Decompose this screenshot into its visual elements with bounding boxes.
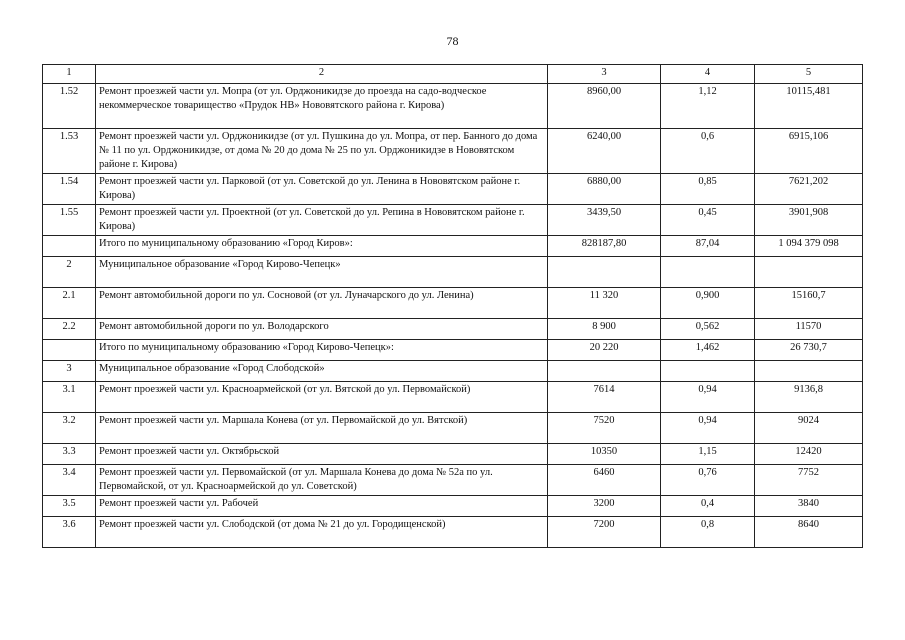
total-cell: 7621,202 bbox=[755, 174, 863, 205]
length-cell: 87,04 bbox=[661, 236, 755, 257]
length-cell: 0,94 bbox=[661, 382, 755, 413]
document-table bbox=[42, 64, 863, 548]
row-number-cell bbox=[43, 236, 96, 257]
cost-cell: 6460 bbox=[548, 465, 661, 496]
table-row bbox=[43, 84, 863, 129]
total-cell bbox=[755, 257, 863, 288]
total-cell: 1 094 379 098 bbox=[755, 236, 863, 257]
table-header-row bbox=[43, 65, 863, 84]
row-number-cell: 1.55 bbox=[43, 205, 96, 236]
row-number-cell: 3.6 bbox=[43, 517, 96, 548]
column-header-3: 3 bbox=[548, 65, 661, 84]
cost-cell: 10350 bbox=[548, 444, 661, 465]
description-cell: Ремонт автомобильной дороги по ул. Володарского bbox=[96, 319, 548, 340]
row-number-cell: 3.3 bbox=[43, 444, 96, 465]
length-cell: 0,85 bbox=[661, 174, 755, 205]
total-cell: 10115,481 bbox=[755, 84, 863, 129]
cost-cell: 6880,00 bbox=[548, 174, 661, 205]
row-number-cell: 2.1 bbox=[43, 288, 96, 319]
total-cell: 9024 bbox=[755, 413, 863, 444]
description-cell: Ремонт проезжей части ул. Красноармейской (от ул. Вятской до ул. Первомайской) bbox=[96, 382, 548, 413]
cost-cell: 11 320 bbox=[548, 288, 661, 319]
row-number-cell: 3.2 bbox=[43, 413, 96, 444]
row-number-cell: 1.53 bbox=[43, 129, 96, 174]
cost-cell: 7614 bbox=[548, 382, 661, 413]
description-cell: Ремонт проезжей части ул. Слободской (от дома № 21 до ул. Городищенской) bbox=[96, 517, 548, 548]
length-cell: 0,900 bbox=[661, 288, 755, 319]
row-number-cell: 2.2 bbox=[43, 319, 96, 340]
description-cell: Ремонт проезжей части ул. Мопра (от ул. Орджоникидзе до проезда на садо-водческое некоммерческое товарищество «Прудок НВ» Нововятского района г. Кирова) bbox=[96, 84, 548, 129]
total-cell: 15160,7 bbox=[755, 288, 863, 319]
total-cell: 7752 bbox=[755, 465, 863, 496]
description-cell: Ремонт проезжей части ул. Рабочей bbox=[96, 496, 548, 517]
total-cell: 8640 bbox=[755, 517, 863, 548]
description-cell: Итого по муниципальному образованию «Город Киров»: bbox=[96, 236, 548, 257]
cost-cell: 3439,50 bbox=[548, 205, 661, 236]
table-row bbox=[43, 496, 863, 517]
length-cell: 0,4 bbox=[661, 496, 755, 517]
table-row bbox=[43, 205, 863, 236]
total-cell: 3840 bbox=[755, 496, 863, 517]
description-cell: Итого по муниципальному образованию «Город Кирово-Чепецк»: bbox=[96, 340, 548, 361]
cost-cell bbox=[548, 361, 661, 382]
total-cell: 6915,106 bbox=[755, 129, 863, 174]
table-row bbox=[43, 236, 863, 257]
cost-cell: 8 900 bbox=[548, 319, 661, 340]
total-cell: 3901,908 bbox=[755, 205, 863, 236]
column-header-2: 2 bbox=[96, 65, 548, 84]
page-number: 78 bbox=[446, 34, 459, 48]
total-cell bbox=[755, 361, 863, 382]
description-cell: Ремонт проезжей части ул. Парковой (от ул. Советской до ул. Ленина в Нововятском районе г. Кирова) bbox=[96, 174, 548, 205]
row-number-cell bbox=[43, 340, 96, 361]
cost-cell: 7520 bbox=[548, 413, 661, 444]
length-cell: 1,12 bbox=[661, 84, 755, 129]
description-cell: Ремонт проезжей части ул. Маршала Конева (от ул. Первомайской до ул. Вятской) bbox=[96, 413, 548, 444]
table-row bbox=[43, 382, 863, 413]
table-row bbox=[43, 257, 863, 288]
length-cell bbox=[661, 361, 755, 382]
description-cell: Ремонт проезжей части ул. Октябрьской bbox=[96, 444, 548, 465]
cost-cell: 6240,00 bbox=[548, 129, 661, 174]
table-row bbox=[43, 174, 863, 205]
cost-cell: 3200 bbox=[548, 496, 661, 517]
row-number-cell: 2 bbox=[43, 257, 96, 288]
length-cell: 0,76 bbox=[661, 465, 755, 496]
length-cell bbox=[661, 257, 755, 288]
cost-cell: 7200 bbox=[548, 517, 661, 548]
row-number-cell: 1.52 bbox=[43, 84, 96, 129]
cost-cell: 8960,00 bbox=[548, 84, 661, 129]
table-row bbox=[43, 340, 863, 361]
description-cell: Муниципальное образование «Город Слободской» bbox=[96, 361, 548, 382]
table-row bbox=[43, 319, 863, 340]
length-cell: 0,94 bbox=[661, 413, 755, 444]
column-header-5: 5 bbox=[755, 65, 863, 84]
column-header-1: 1 bbox=[43, 65, 96, 84]
length-cell: 0,8 bbox=[661, 517, 755, 548]
length-cell: 1,15 bbox=[661, 444, 755, 465]
total-cell: 12420 bbox=[755, 444, 863, 465]
row-number-cell: 3 bbox=[43, 361, 96, 382]
description-cell: Ремонт проезжей части ул. Орджоникидзе (от ул. Пушкина до ул. Мопра, от пер. Банного до дома № 11 по ул. Орджоникидзе, от дома № 20 до дома № 25 по ул. Орджоникидзе в Нововятском районе г. Кирова) bbox=[96, 129, 548, 174]
cost-cell: 20 220 bbox=[548, 340, 661, 361]
length-cell: 0,562 bbox=[661, 319, 755, 340]
table-row bbox=[43, 413, 863, 444]
row-number-cell: 3.4 bbox=[43, 465, 96, 496]
row-number-cell: 3.1 bbox=[43, 382, 96, 413]
cost-cell: 828187,80 bbox=[548, 236, 661, 257]
cost-cell bbox=[548, 257, 661, 288]
description-cell: Ремонт проезжей части ул. Проектной (от ул. Советской до ул. Репина в Нововятском районе г. Кирова) bbox=[96, 205, 548, 236]
length-cell: 0,6 bbox=[661, 129, 755, 174]
table-row bbox=[43, 517, 863, 548]
table-row bbox=[43, 465, 863, 496]
table-row bbox=[43, 288, 863, 319]
column-header-4: 4 bbox=[661, 65, 755, 84]
row-number-cell: 3.5 bbox=[43, 496, 96, 517]
table-row bbox=[43, 444, 863, 465]
total-cell: 26 730,7 bbox=[755, 340, 863, 361]
description-cell: Ремонт проезжей части ул. Первомайской (от ул. Маршала Конева до дома № 52а по ул. Первомайской, от ул. Красноармейской до ул. Советской) bbox=[96, 465, 548, 496]
row-number-cell: 1.54 bbox=[43, 174, 96, 205]
description-cell: Муниципальное образование «Город Кирово-Чепецк» bbox=[96, 257, 548, 288]
description-cell: Ремонт автомобильной дороги по ул. Сосновой (от ул. Луначарского до ул. Ленина) bbox=[96, 288, 548, 319]
length-cell: 0,45 bbox=[661, 205, 755, 236]
total-cell: 9136,8 bbox=[755, 382, 863, 413]
table-row bbox=[43, 361, 863, 382]
length-cell: 1,462 bbox=[661, 340, 755, 361]
total-cell: 11570 bbox=[755, 319, 863, 340]
table-row bbox=[43, 129, 863, 174]
